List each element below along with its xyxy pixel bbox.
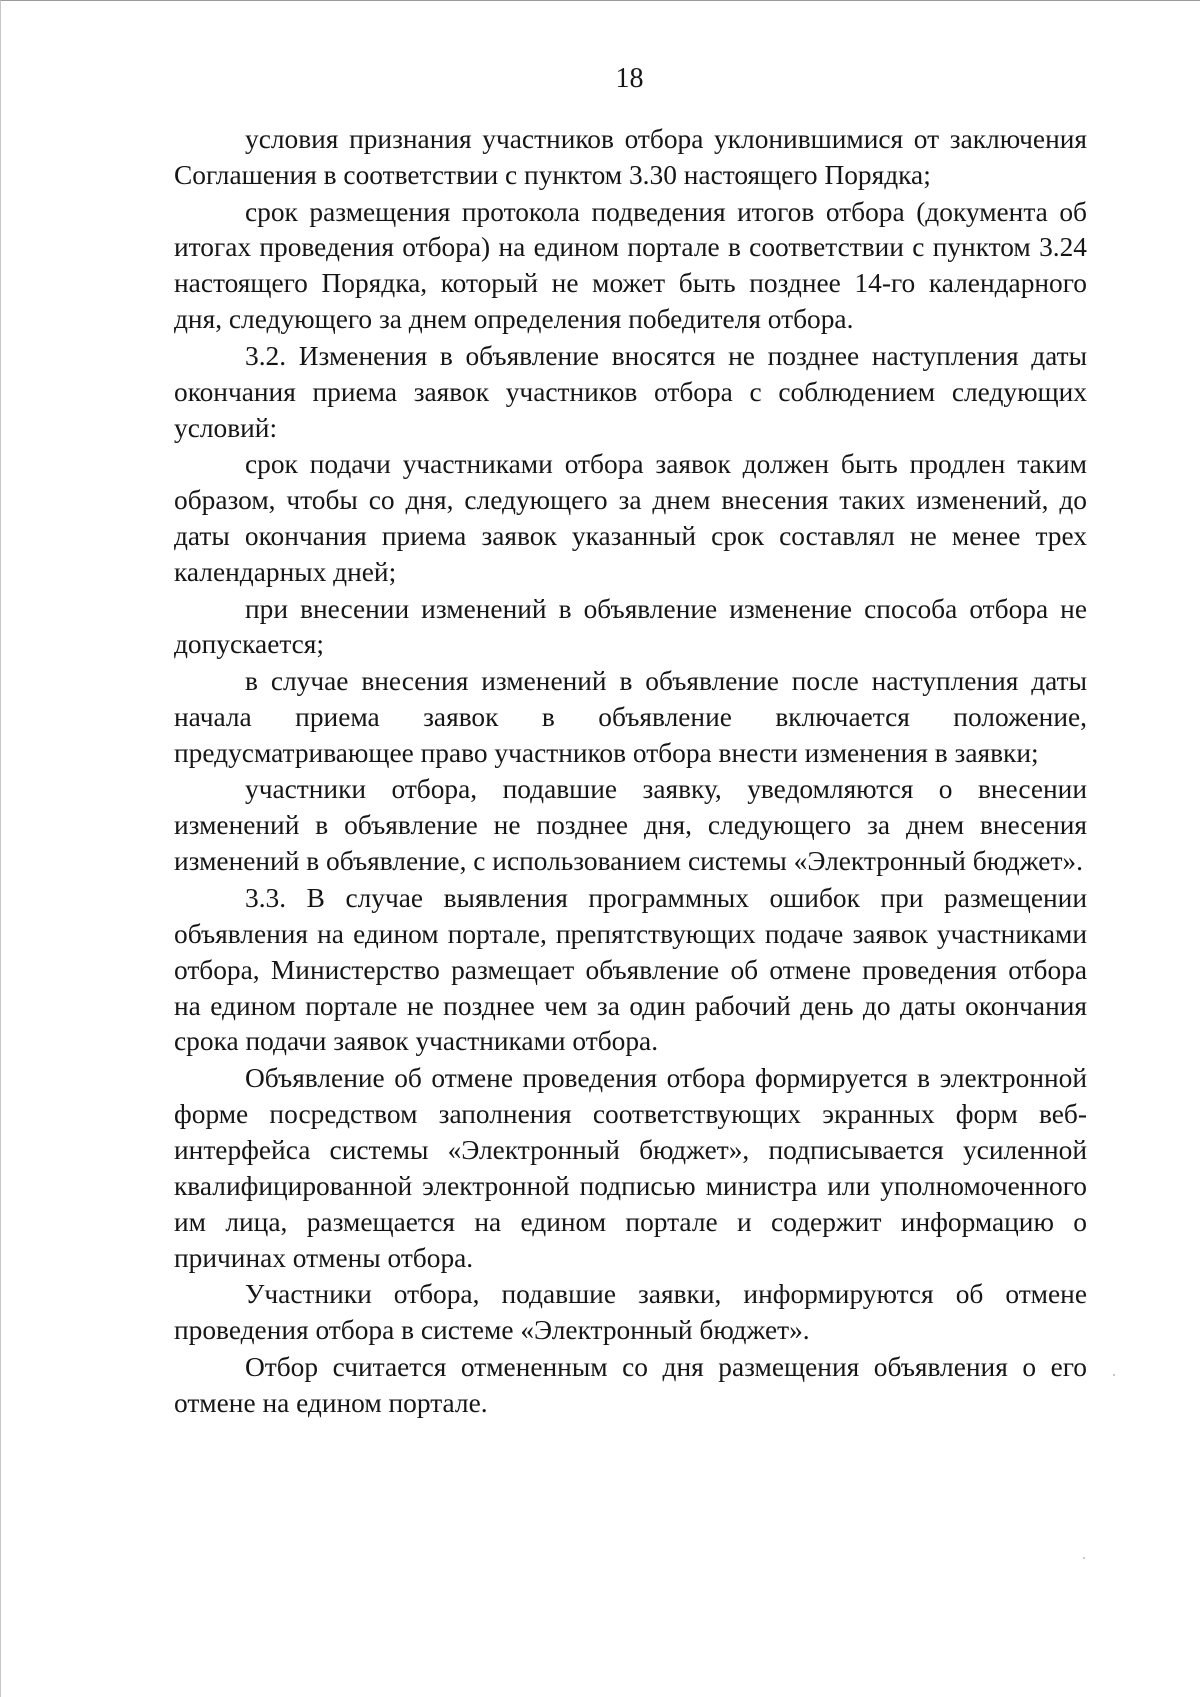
paragraph-section-3-3: 3.3. В случае выявления программных ошибок при размещении объявления на едином портале, препятствующих подаче заявок участниками отбора, Министерство размещает объявление об отмене проведения отбора на едином портале не позднее чем за один рабочий день до даты окончания срока подачи заявок участниками отбора. [174, 882, 1087, 1057]
paragraph-submission-extension: срок подачи участниками отбора заявок должен быть продлен таким образом, чтобы со дня, следующего за днем внесения таких изменений, до даты окончания приема заявок указанный срок составлял не менее трех календарных дней; [174, 449, 1087, 587]
paragraph-cancellation-effective: Отбор считается отмененным со дня размещения объявления о его отмене на едином портале. [174, 1351, 1087, 1418]
paragraph-participants-informed: Участники отбора, подавшие заявки, информируются об отмене проведения отбора в системе «Электронный бюджет». [174, 1279, 1087, 1346]
paragraph-application-changes: в случае внесения изменений в объявление после наступления даты начала приема заявок в объявление включается положение, предусматривающее право участников отбора внести изменения в заявки; [174, 666, 1087, 768]
scan-dot [1083, 1557, 1085, 1559]
paragraph-cancellation-notice: Объявление об отмене проведения отбора формируется в электронной форме посредством заполнения соответствующих экранных форм веб-интерфейса системы «Электронный бюджет», подписывается усиленной квалифицированной электронной подписью министра или уполномоченного им лица, размещается на едином портале и содержит информацию о причинах отмены отбора. [174, 1063, 1087, 1273]
paragraph-section-3-2: 3.2. Изменения в объявление вносятся не позднее наступления даты окончания приема заявок участников отбора с соблюдением следующих условий: [174, 340, 1087, 443]
document-body [174, 122, 1087, 1422]
scan-dot [1113, 1374, 1115, 1376]
paragraph-evasion-conditions: условия признания участников отбора уклонившимися от заключения Соглашения в соответствии с пунктом 3.30 настоящего Порядка; [174, 124, 1087, 190]
paragraph-participant-notice: участники отбора, подавшие заявку, уведомляются о внесении изменений в объявление не позднее дня, следующего за днем внесения изменений в объявление, с использованием системы «Электронный бюджет». [174, 774, 1087, 877]
page-number: 18 [615, 63, 644, 94]
paragraph-protocol-deadline: срок размещения протокола подведения итогов отбора (документа об итогах проведения отбора) на едином портале в соответствии с пунктом 3.24 настоящего Порядка, который не может быть позднее 14-го календарного дня, следующего за днем определения победителя отбора. [174, 196, 1087, 335]
paragraph-method-change: при внесении изменений в объявление изменение способа отбора не допускается; [174, 593, 1087, 660]
